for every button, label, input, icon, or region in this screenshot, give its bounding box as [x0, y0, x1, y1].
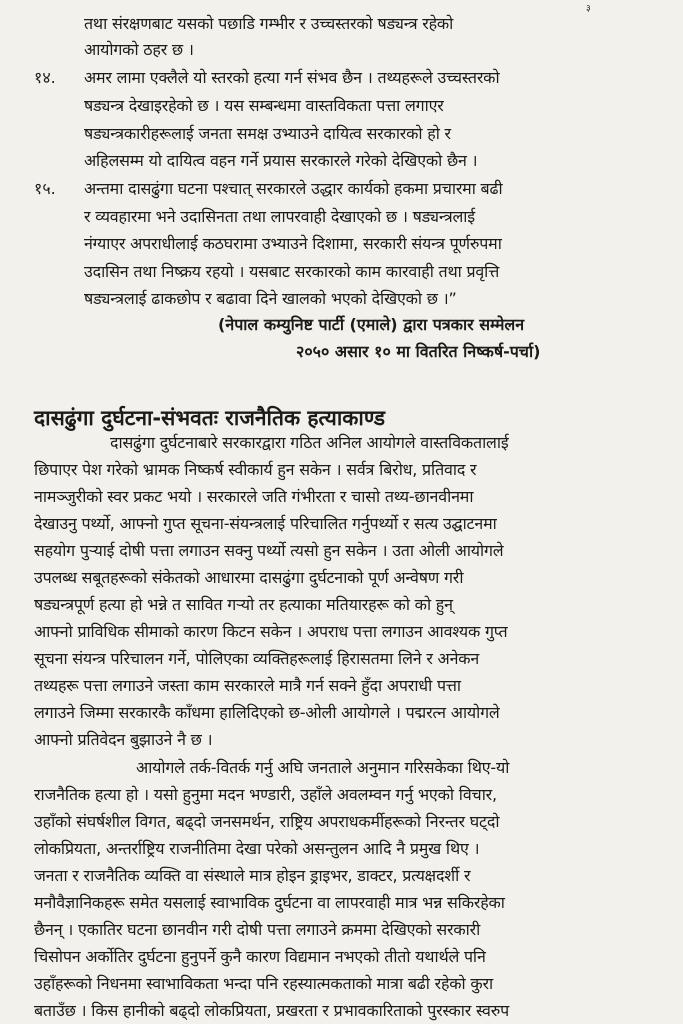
paragraph-line: मनौवैज्ञानिकहरू समेत यसलाई स्वाभाविक दुर्घटना वा लापरवाही मात्र भन्न सकिरहेका [34, 893, 505, 912]
paragraph-line: जनता र राजनैतिक व्यक्ति वा संस्थाले मात्र होइन ड्राइभर, डाक्टर, प्रत्यक्षदर्शी र [34, 866, 471, 885]
paragraph-line: सहयोग पुऱ्याई दोषी पत्ता लगाउन सक्नु पर्थ्यो त्यसो हुन सकेन । उता ओली आयोगले [34, 541, 504, 560]
paragraph-line: उपलब्ध सबूतहरूको संकेतको आधारमा दासढुंगा दुर्घटनाको पूर्ण अन्वेषण गरी [34, 568, 464, 587]
list-item-number: १४. [34, 68, 56, 87]
paragraph-line: उहाँको संघर्षशील विगत, बढ्दो जनसमर्थन, राष्ट्रिय अपराधकर्मीहरूको निरन्तर घट्दो [34, 812, 500, 831]
list-item-line: षड्यन्त्रकारीहरूलाई जनता समक्ष उभ्याउने दायित्व सरकारको हो र [84, 124, 451, 143]
source-citation: २०५० असार १० मा वितरित निष्कर्ष-पर्चा) [296, 342, 541, 361]
paragraph-line: तथ्यहरू पत्ता लगाउने जस्ता काम सरकारले मात्रै गर्न सक्ने हुँदा अपराधी पत्ता [34, 676, 461, 695]
source-citation: (नेपाल कम्युनिष्ट पार्टी (एमाले) द्वारा पत्रकार सम्मेलन [218, 315, 525, 334]
paragraph-line: लोकप्रियता, अन्तर्राष्ट्रिय राजनीतिमा देखा परेको असन्तुलन आदि नै प्रमुख थिए । [34, 839, 480, 858]
paragraph-line: आफ्नो प्राविधिक सीमाको कारण किटन सकेन । अपराध पत्ता लगाउन आवश्यक गुप्त [34, 622, 508, 641]
paragraph-line: दासढुंगा दुर्घटनाबारे सरकारद्वारा गठित अनिल आयोगले वास्तविकतालाई [110, 433, 509, 452]
quote-line: आयोगको ठहर छ । [84, 40, 194, 59]
list-item-line: र व्यवहारमा भने उदासिनता तथा लापरवाही देखाएको छ । षड्यन्त्रलाई [84, 207, 475, 226]
paragraph-line: देखाउनु पर्थ्यो, आफ्नो गुप्त सूचना-संयन्त्रलाई परिचालित गर्नुपर्थ्यो र सत्य उद्घाटनमा [34, 514, 497, 533]
paragraph-line: चिसोपन अर्कोतिर दुर्घटना हुनुपर्ने कुनै कारण विद्यमान नभएको तीतो यथार्थले पनि [34, 947, 486, 966]
quote-line: तथा संरक्षणबाट यसको पछाडि गम्भीर र उच्चस्तरको षड्यन्त्र रहेको [84, 14, 454, 33]
paragraph-line: छैनन् । एकातिर घटना छानवीन गरी दोषी पत्ता लगाउने क्रममा देखिएको सरकारी [34, 920, 481, 939]
paragraph-line: आयोगले तर्क-वितर्क गर्नु अघि जनताले अनुमान गरिसकेका थिए-यो [136, 758, 510, 777]
paragraph-line: उहाँहरूको निधनमा स्वाभाविकता भन्दा पनि रहस्यात्मकताको मात्रा बढी रहेको कुरा [34, 974, 493, 993]
paragraph-line: नामञ्जुरीको स्वर प्रकट भयो । सरकारले जति गंभीरता र चासो तथ्य-छानवीनमा [34, 487, 474, 506]
paragraph-line: आफ्नो प्रतिवेदन बुझाउने नै छ । [34, 730, 213, 749]
list-item-line: अन्तमा दासढुंगा घटना पश्चात् सरकारले उद्धार कार्यको हकमा प्रचारमा बढी [84, 179, 503, 198]
list-item-line: अहिलसम्म यो दायित्व वहन गर्ने प्रयास सरकारले गरेको देखिएको छैन । [84, 151, 478, 170]
list-item-number: १५. [34, 179, 56, 198]
list-item-line: अमर लामा एक्लैले यो स्तरको हत्या गर्न संभव छैन । तथ्यहरूले उच्चस्तरको [84, 68, 500, 87]
list-item-line: उदासिन तथा निष्क्रय रहयो । यसबाट सरकारको काम कारवाही तथा प्रवृत्ति [84, 262, 500, 281]
paragraph-line: बताउँछ । किस हानीको बढ्दो लोकप्रियता, प्रखरता र प्रभावकारिताको पुरस्कार स्वरुप [34, 1001, 509, 1020]
section-heading: दासढुंगा दुर्घटना-संभवतः राजनैतिक हत्याकाण्ड [34, 406, 386, 430]
list-item-line: षड्यन्त्रलाई ढाकछोप र बढावा दिने खालको भएको देखिएको छ ।” [84, 289, 457, 308]
list-item-line: षड्यन्त्र देखाइरहेको छ । यस सम्बन्धमा वास्तविकता पत्ता लगाएर [84, 96, 444, 115]
paragraph-line: लगाउने जिम्मा सरकारकै काँधमा हालिदिएको छ-ओली आयोगले । पद्मरत्न आयोगले [34, 703, 500, 722]
paragraph-line: छिपाएर पेश गरेको भ्रामक निष्कर्ष स्वीकार्य हुन सकेन । सर्वत्र बिरोध, प्रतिवाद र [34, 460, 477, 479]
paragraph-line: राजनैतिक हत्या हो । यसो हुनुमा मदन भण्डारी, उहाँले अवलम्वन गर्नु भएको विचार, [34, 785, 497, 804]
paragraph-line: सूचना संयन्त्र परिचालन गर्ने, पोलिएका व्यक्तिहरूलाई हिरासतमा लिने र अनेकन [34, 649, 480, 668]
stray-mark: ३ [586, 4, 591, 14]
list-item-line: नंग्याएर अपराधीलाई कठघरामा उभ्याउने दिशामा, सरकारी संयन्त्र पूर्णरुपमा [84, 234, 502, 253]
paragraph-line: षड्यन्त्रपूर्ण हत्या हो भन्ने त सावित गऱ्यो तर हत्याका मतियारहरू को को हुन् [34, 595, 453, 614]
